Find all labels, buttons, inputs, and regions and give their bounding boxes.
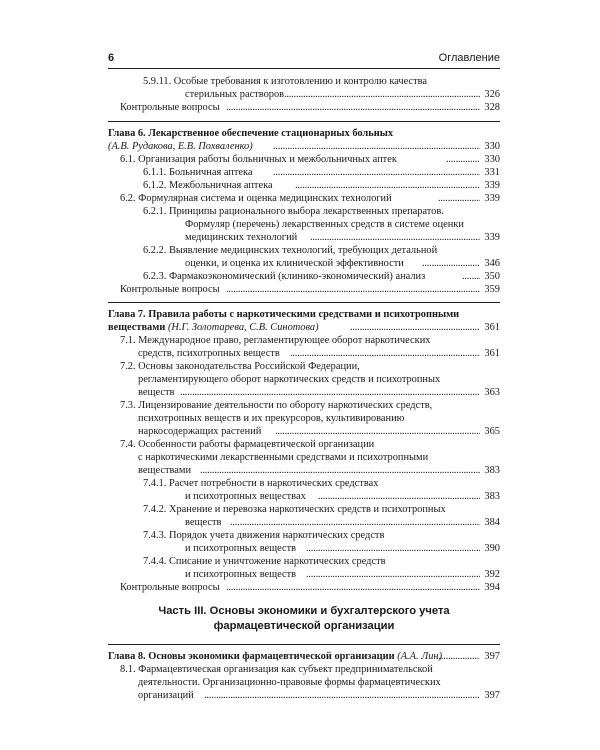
toc-page-ref: 383 (484, 491, 500, 502)
toc-entry-7-2[interactable]: 7.2. Основы законодательства Российской Федерации, (120, 361, 360, 372)
toc-page-ref: 363 (484, 387, 500, 398)
toc-entry-7-3-cont: психотропных веществ и их прекурсоров, культивированию (138, 413, 405, 424)
toc-entry-questions-5[interactable]: Контрольные вопросы (120, 102, 220, 113)
toc-entry-7-4-1-cont: и психотропных веществах (185, 491, 306, 502)
dot-leader (275, 426, 480, 438)
dot-leader (226, 102, 480, 114)
toc-entry-7-4-2-cont: веществ (185, 517, 222, 528)
section-rule (108, 302, 500, 303)
toc-page-ref: 361 (484, 348, 500, 359)
toc-page-ref: 331 (484, 167, 500, 178)
toc-entry-7-4-2[interactable]: 7.4.2. Хранение и перевозка наркотических средств и психотропных (143, 504, 446, 515)
dot-leader (290, 348, 480, 360)
toc-entry-7-1[interactable]: 7.1. Международное право, регламентирующее оборот наркотических (120, 335, 431, 346)
dot-leader (273, 167, 480, 179)
toc-page-ref: 339 (484, 193, 500, 204)
dot-leader (350, 322, 480, 334)
toc-page-ref: 326 (484, 89, 500, 100)
toc-entry-7-4-3-cont: и психотропных веществ (185, 543, 297, 554)
dot-leader (273, 141, 480, 153)
toc-entry-7-4-cont: с наркотическими лекарственными средствами и психотропными (138, 452, 429, 463)
toc-entry-8-1[interactable]: 8.1. Фармацевтическая организация как субъект предпринимательской (120, 664, 433, 675)
toc-chapter-7[interactable]: Глава 7. Правила работы с наркотическими средствами и психотропными (108, 309, 460, 320)
section-rule (108, 121, 500, 122)
toc-entry-questions-7[interactable]: Контрольные вопросы (120, 582, 220, 593)
dot-leader (226, 582, 480, 594)
toc-entry-7-3[interactable]: 7.3. Лицензирование деятельности по обороту наркотических средств, (120, 400, 433, 411)
toc-page-ref: 394 (484, 582, 500, 593)
dot-leader (422, 258, 480, 270)
dot-leader (436, 651, 480, 663)
dot-leader (462, 271, 480, 283)
toc-entry-6-1-2[interactable]: 6.1.2. Межбольничная аптека (143, 180, 273, 191)
toc-page-ref: 397 (484, 690, 500, 701)
dot-leader (446, 154, 480, 166)
page-number: 6 (108, 52, 115, 64)
toc-entry-7-4[interactable]: 7.4. Особенности работы фармацевтической организации (120, 439, 375, 450)
dot-leader (284, 89, 480, 101)
toc-entry-7-4-4-cont: и психотропных веществ (185, 569, 297, 580)
toc-chapter-7-cont (108, 322, 319, 334)
dot-leader (180, 387, 480, 399)
dot-leader (230, 517, 480, 529)
toc-entry-5-9-11-cont: стерильных растворов (185, 89, 285, 100)
toc-entry-7-2-cont: регламентирующего оборот наркотических средств и психотропных (138, 374, 441, 385)
toc-part-3-cont: фармацевтической организации (213, 620, 395, 632)
toc-entry-6-2-1-cont: медицинских технологий (185, 232, 298, 243)
toc-page-ref: 346 (484, 258, 500, 269)
toc-entry-6-1-1[interactable]: 6.1.1. Больничная аптека (143, 167, 253, 178)
toc-entry-7-4-4[interactable]: 7.4.4. Списание и уничтожение наркотических средств (143, 556, 386, 567)
toc-entry-questions-6[interactable]: Контрольные вопросы (120, 284, 220, 295)
toc-part-3[interactable]: Часть III. Основы экономики и бухгалтерского учета (158, 605, 450, 617)
dot-leader (310, 232, 480, 244)
toc-page-ref: 328 (484, 102, 500, 113)
running-header (108, 52, 500, 68)
toc-chapter-6-authors (108, 141, 253, 153)
toc-chapter-6[interactable]: Глава 6. Лекарственное обеспечение стационарных больных (108, 128, 394, 139)
authors-text: (А.А. Лин) (397, 651, 443, 662)
toc-entry-7-1-cont: средств, психотропных веществ (138, 348, 280, 359)
toc-entry-6-2-2[interactable]: 6.2.2. Выявление медицинских технологий, требующих детальной (143, 245, 438, 256)
header-rule (108, 68, 500, 69)
toc-entry-8-1-cont: деятельности. Организационно-правовые формы фармацевтических (138, 677, 441, 688)
dot-leader (306, 543, 480, 555)
chapter-8-title: Глава 8. Основы экономики фармацевтической организации (108, 651, 395, 662)
dot-leader (200, 465, 480, 477)
toc-page-ref: 384 (484, 517, 500, 528)
toc-entry-6-2[interactable]: 6.2. Формулярная система и оценка медицинских технологий (120, 193, 392, 204)
toc-page-ref: 339 (484, 232, 500, 243)
toc-entry-6-2-1-cont: Формуляр (перечень) лекарственных средств в системе оценки (185, 219, 464, 230)
dot-leader (295, 180, 480, 192)
section-rule (108, 644, 500, 645)
toc-page-ref: 390 (484, 543, 500, 554)
toc-entry-7-3-cont: наркосодержащих растений (138, 426, 262, 437)
dot-leader (438, 193, 480, 205)
toc-entry-6-1[interactable]: 6.1. Организация работы больничных и межбольничных аптек (120, 154, 397, 165)
toc-entry-8-1-cont: организаций (138, 690, 194, 701)
toc-page-ref: 361 (484, 322, 500, 333)
toc-page-ref: 330 (484, 154, 500, 165)
dot-leader (318, 491, 480, 503)
authors-text: (А.В. Рудакова, Е.В. Похваленко) (108, 141, 253, 152)
toc-entry-7-4-1[interactable]: 7.4.1. Расчет потребности в наркотических средствах (143, 478, 379, 489)
running-title: Оглавление (438, 52, 500, 64)
toc-page-ref: 339 (484, 180, 500, 191)
toc-entry-6-2-3[interactable]: 6.2.3. Фармакоэкономический (клинико-экономический) анализ (143, 271, 426, 282)
toc-page-ref: 392 (484, 569, 500, 580)
toc-chapter-8[interactable] (108, 651, 442, 663)
toc-page-ref: 365 (484, 426, 500, 437)
toc-page-ref: 350 (484, 271, 500, 282)
toc-entry-6-2-2-cont: оценки, и оценка их клинической эффективности (185, 258, 404, 269)
toc-entry-6-2-1[interactable]: 6.2.1. Принципы рационального выбора лекарственных препаратов. (143, 206, 444, 217)
authors-text: (Н.Г. Золотарева, С.В. Синотова) (167, 322, 319, 333)
toc-entry-7-2-cont: веществ (138, 387, 175, 398)
dot-leader (204, 690, 480, 702)
dot-leader (306, 569, 480, 581)
toc-page-ref: 359 (484, 284, 500, 295)
chapter-7-title-end: веществами (108, 322, 166, 333)
toc-entry-7-4-cont: веществами (138, 465, 191, 476)
toc-entry-7-4-3[interactable]: 7.4.3. Порядок учета движения наркотических средств (143, 530, 385, 541)
toc-page-ref: 397 (484, 651, 500, 662)
toc-page-ref: 383 (484, 465, 500, 476)
toc-page-ref: 330 (484, 141, 500, 152)
toc-entry-5-9-11[interactable]: 5.9.11. Особые требования к изготовлению и контролю качества (143, 76, 428, 87)
dot-leader (226, 284, 480, 296)
